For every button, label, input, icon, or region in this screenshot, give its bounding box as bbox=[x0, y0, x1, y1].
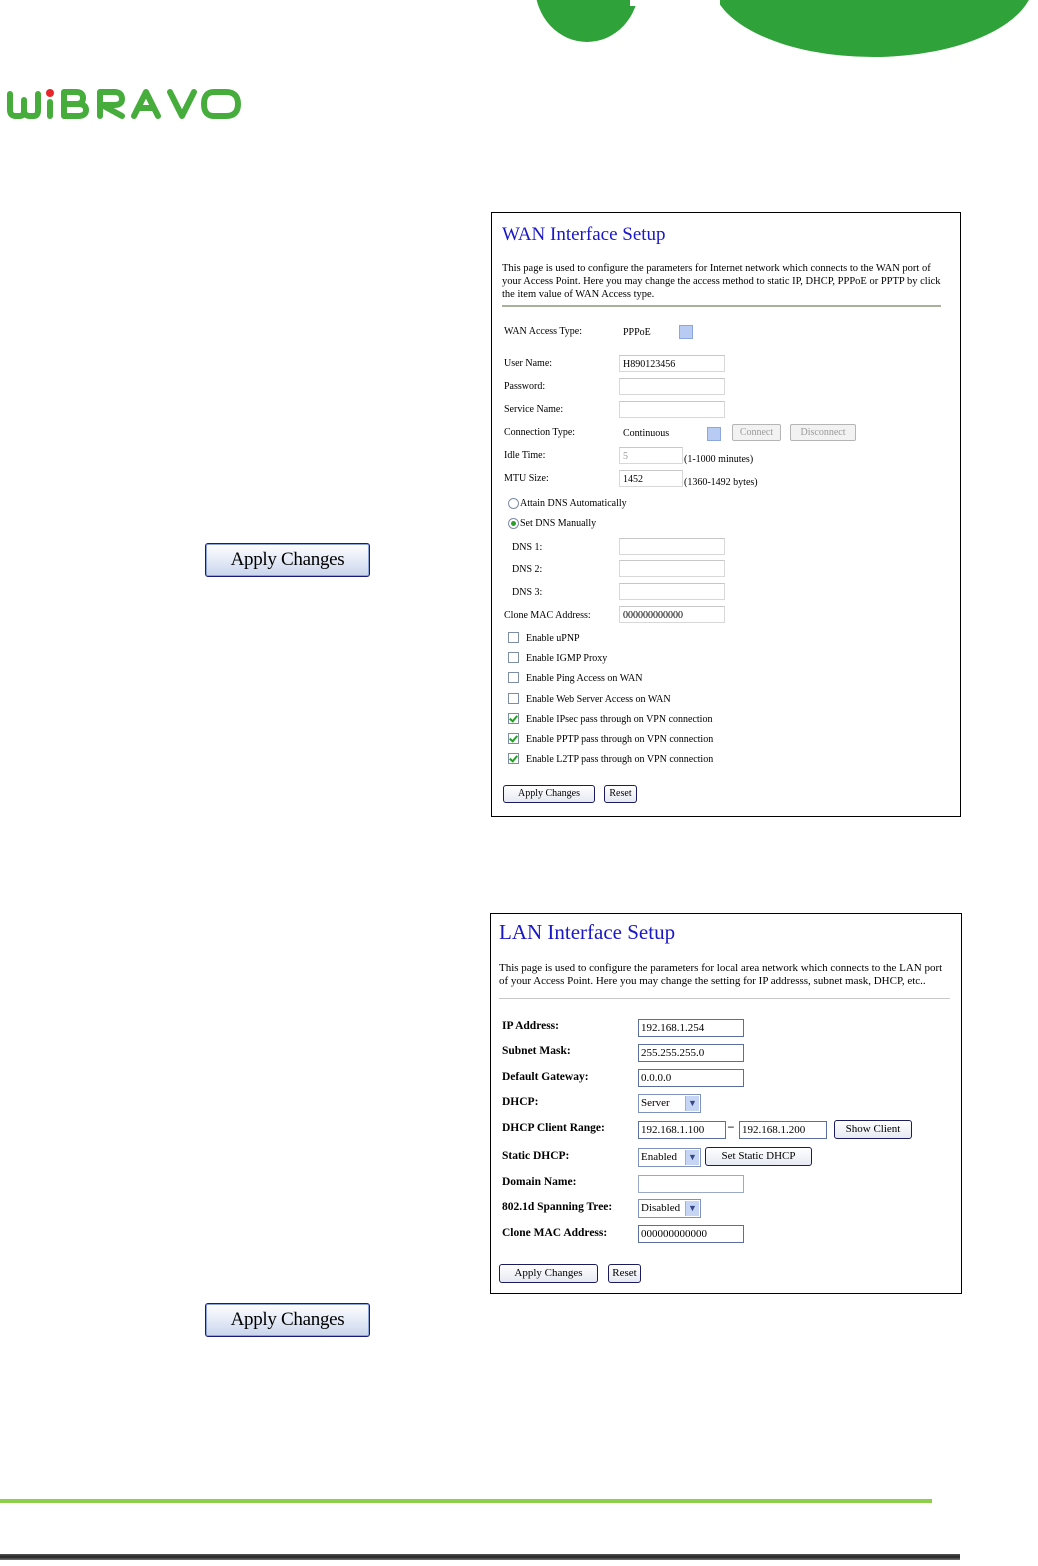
dns-manual-label: Set DNS Manually bbox=[520, 518, 597, 529]
lan-title: LAN Interface Setup bbox=[499, 920, 676, 944]
chevron-down-icon: ▼ bbox=[685, 1201, 699, 1216]
lan-reset-button[interactable]: Reset bbox=[608, 1264, 641, 1283]
spanning-tree-select-value: Disabled bbox=[641, 1202, 681, 1214]
dhcp-select-value: Server bbox=[641, 1097, 670, 1109]
set-static-dhcp-button[interactable]: Set Static DHCP bbox=[705, 1147, 812, 1166]
wibravo-logo bbox=[6, 88, 244, 125]
spanning-tree-label: 802.1d Spanning Tree: bbox=[502, 1201, 613, 1213]
service-name-input[interactable] bbox=[619, 401, 725, 418]
idle-time-label: Idle Time: bbox=[504, 450, 546, 461]
wan-apply-changes-button[interactable]: Apply Changes bbox=[503, 785, 595, 803]
apply-changes-button-top[interactable]: Apply Changes bbox=[205, 543, 370, 577]
ping-access-label: Enable Ping Access on WAN bbox=[526, 673, 643, 684]
upnp-checkbox[interactable] bbox=[508, 632, 519, 643]
lan-ip-input[interactable]: 192.168.1.254 bbox=[638, 1019, 744, 1037]
wan-clone-mac-input[interactable]: 000000000000 bbox=[619, 606, 725, 623]
show-client-button[interactable]: Show Client bbox=[834, 1120, 912, 1139]
wan-description: This page is used to configure the parameters for Internet network which connects to the WAN port of your Access Point. Here you may change the access method to static IP, DHCP, PPPoE or PPTP by click the item value of WAN Access type. bbox=[502, 263, 941, 300]
l2tp-passthrough-checkbox[interactable] bbox=[508, 753, 519, 764]
wan-access-type-label: WAN Access Type: bbox=[504, 326, 582, 337]
password-label: Password: bbox=[504, 381, 546, 392]
dns3-label: DNS 3: bbox=[512, 587, 543, 598]
default-gateway-label: Default Gateway: bbox=[502, 1071, 589, 1083]
dhcp-range-separator: – bbox=[728, 1121, 734, 1133]
wan-interface-panel bbox=[491, 212, 961, 817]
static-dhcp-label: Static DHCP: bbox=[502, 1150, 570, 1162]
wan-divider bbox=[502, 305, 941, 307]
idle-time-hint: (1-1000 minutes) bbox=[684, 454, 754, 465]
l2tp-passthrough-label: Enable L2TP pass through on VPN connection bbox=[526, 754, 714, 765]
lan-ip-label: IP Address: bbox=[502, 1020, 559, 1032]
default-gateway-input[interactable]: 0.0.0.0 bbox=[638, 1069, 744, 1087]
dns-auto-radio[interactable] bbox=[508, 498, 519, 509]
idle-time-input[interactable]: 5 bbox=[619, 447, 683, 464]
lan-apply-changes-button[interactable]: Apply Changes bbox=[499, 1264, 598, 1283]
connect-button[interactable]: Connect bbox=[732, 424, 781, 441]
mtu-size-input[interactable]: 1452 bbox=[619, 470, 683, 487]
domain-name-label: Domain Name: bbox=[502, 1176, 577, 1188]
dns3-input[interactable] bbox=[619, 583, 725, 600]
header-decoration-left bbox=[535, 0, 639, 42]
wan-access-type-arrow-icon[interactable] bbox=[679, 325, 693, 339]
ping-access-checkbox[interactable] bbox=[508, 672, 519, 683]
header-decoration-right bbox=[712, 0, 1034, 57]
dns-manual-radio[interactable] bbox=[508, 518, 519, 529]
wan-access-type-value: PPPoE bbox=[623, 327, 651, 338]
mtu-size-hint: (1360-1492 bytes) bbox=[684, 477, 758, 488]
static-dhcp-select-value: Enabled bbox=[641, 1151, 678, 1163]
dhcp-range-start-input[interactable]: 192.168.1.100 bbox=[638, 1121, 726, 1139]
wan-reset-button[interactable]: Reset bbox=[604, 785, 637, 803]
web-server-access-checkbox[interactable] bbox=[508, 693, 519, 704]
dhcp-select[interactable] bbox=[638, 1094, 701, 1113]
igmp-proxy-label: Enable IGMP Proxy bbox=[526, 653, 608, 664]
footer-dark-rule bbox=[0, 1554, 960, 1560]
service-name-label: Service Name: bbox=[504, 404, 564, 415]
user-name-input[interactable]: H890123456 bbox=[619, 355, 725, 372]
apply-changes-button-bottom[interactable]: Apply Changes bbox=[205, 1303, 370, 1337]
chevron-down-icon: ▼ bbox=[685, 1150, 699, 1165]
igmp-proxy-checkbox[interactable] bbox=[508, 652, 519, 663]
connection-type-arrow-icon[interactable] bbox=[707, 427, 721, 441]
password-input[interactable] bbox=[619, 378, 725, 395]
dhcp-range-end-input[interactable]: 192.168.1.200 bbox=[739, 1121, 827, 1139]
dhcp-label: DHCP: bbox=[502, 1096, 539, 1108]
subnet-mask-input[interactable]: 255.255.255.0 bbox=[638, 1044, 744, 1062]
connection-type-value: Continuous bbox=[623, 428, 670, 439]
lan-clone-mac-input[interactable]: 000000000000 bbox=[638, 1225, 744, 1243]
static-dhcp-select[interactable] bbox=[638, 1148, 701, 1167]
ipsec-passthrough-checkbox[interactable] bbox=[508, 713, 519, 724]
web-server-access-label: Enable Web Server Access on WAN bbox=[526, 694, 671, 705]
ipsec-passthrough-label: Enable IPsec pass through on VPN connection bbox=[526, 714, 713, 725]
disconnect-button[interactable]: Disconnect bbox=[790, 424, 856, 441]
dns1-input[interactable] bbox=[619, 538, 725, 555]
lan-interface-panel bbox=[490, 913, 962, 1294]
wan-clone-mac-label: Clone MAC Address: bbox=[504, 610, 591, 621]
chevron-down-icon: ▼ bbox=[685, 1096, 699, 1111]
lan-clone-mac-label: Clone MAC Address: bbox=[502, 1227, 608, 1239]
domain-name-input[interactable] bbox=[638, 1175, 744, 1193]
connection-type-label: Connection Type: bbox=[504, 427, 576, 438]
dns2-label: DNS 2: bbox=[512, 564, 543, 575]
wibravo-logo-graphic bbox=[6, 88, 244, 120]
lan-divider bbox=[499, 998, 950, 999]
mtu-size-label: MTU Size: bbox=[504, 473, 549, 484]
pptp-passthrough-checkbox[interactable] bbox=[508, 733, 519, 744]
dns2-input[interactable] bbox=[619, 560, 725, 577]
header-decoration-gap bbox=[630, 0, 720, 6]
upnp-label: Enable uPNP bbox=[526, 633, 580, 644]
dhcp-client-range-label: DHCP Client Range: bbox=[502, 1122, 605, 1134]
wan-title: WAN Interface Setup bbox=[502, 224, 666, 245]
pptp-passthrough-label: Enable PPTP pass through on VPN connection bbox=[526, 734, 714, 745]
spanning-tree-select[interactable] bbox=[638, 1199, 701, 1218]
lan-description: This page is used to configure the parameters for local area network which connects to the LAN port of your Access Point. Here you may change the setting for IP addresss, subnet mask, DHCP, etc.. bbox=[499, 962, 943, 987]
user-name-label: User Name: bbox=[504, 358, 553, 369]
subnet-mask-label: Subnet Mask: bbox=[502, 1045, 571, 1057]
dns1-label: DNS 1: bbox=[512, 542, 543, 553]
dns-auto-label: Attain DNS Automatically bbox=[520, 498, 627, 509]
footer-green-rule bbox=[0, 1499, 932, 1503]
